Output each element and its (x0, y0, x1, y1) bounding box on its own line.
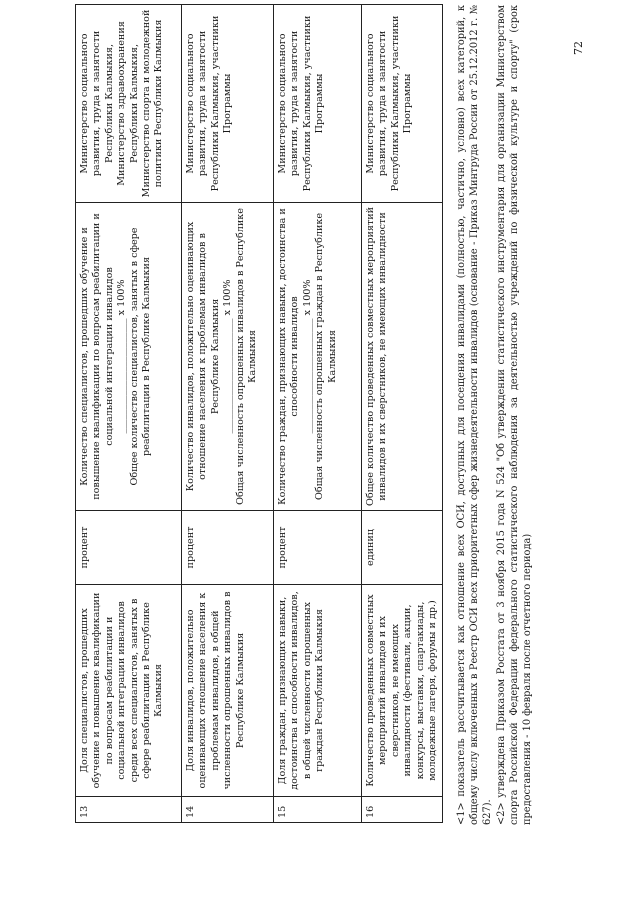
responsible-executor: Министерство социального развития, труда и занятости Республики Калмыкия, участники Программы (274, 5, 362, 203)
page-number: 72 (572, 41, 585, 55)
footnote-2: <2> утверждена Приказом Росстата от 3 ноября 2015 года N 524 "Об утверждении статистического инструментария для организации Министерством спорта Российской Федерации федерального статистического наблюдения за деятельностью учреждений по физической культуре и спорту" (срок предоставления - 10 февраля после отчетного периода) (496, 5, 533, 825)
table-row (274, 5, 362, 823)
responsible-executor: Министерство социального развития, труда и занятости Республики Калмыкия, участники Программы (362, 5, 443, 203)
calc-formula: ________________________ х 100% (116, 279, 128, 434)
calc-numerator: Количество граждан, признающих навыки, достоинства и способности инвалидов (277, 208, 301, 505)
calc-formula: ________________________ х 100% (301, 279, 313, 434)
footnotes (455, 5, 535, 825)
calc-denominator: Общее количество специалистов, занятых в сфере реабилитации в Республике Калмыкия (128, 227, 153, 486)
table-row (362, 5, 443, 823)
row-number: 16 (362, 797, 443, 823)
row-number: 15 (274, 797, 362, 823)
row-number: 14 (182, 797, 274, 823)
unit-of-measure: процент (182, 511, 274, 585)
indicators-table (75, 4, 443, 823)
responsible-executor: Министерство социального развития, труда и занятости Республики Калмыкия, Министерство здравоохранения Республики Калмыкия, Министерство спорта и молодежной политики Республики Калмыкия (76, 5, 182, 203)
calc-denominator: Общая численность опрошенных инвалидов в Республике Калмыкия (234, 208, 259, 505)
row-number: 13 (76, 797, 182, 823)
calculation-method (274, 203, 362, 511)
calc-formula: ________________________ х 100% (222, 279, 234, 434)
unit-of-measure: единиц (362, 511, 443, 585)
calc-numerator: Общее количество проведенных совместных мероприятий инвалидов и их сверстников, не имеющих инвалидности (365, 206, 389, 506)
calc-denominator: Общая численность опрошенных граждан в Республике Калмыкия (314, 212, 338, 501)
footnote-1: <1> показатель рассчитывается как отношение всех ОСИ, доступных для посещения инвалидами (полностью, частично, условно) всех категорий, к общему числу включенных в Реестр ОСИ всех приоритетных сфер жизнедеятельности инвалидов (основание - Приказ Минтруда России от 25.12.2012 г. № 627). (456, 5, 493, 825)
calculation-method (182, 203, 274, 511)
unit-of-measure: процент (76, 511, 182, 585)
unit-of-measure: процент (274, 511, 362, 585)
responsible-executor: Министерство социального развития, труда и занятости Республики Калмыкия, участники Программы (182, 5, 274, 203)
calculation-method (76, 203, 182, 511)
calc-numerator: Количество специалистов, прошедших обучение и повышение квалификации по вопросам реабилитации и социальной интеграции инвалидов (79, 213, 115, 500)
table-row (182, 5, 274, 823)
indicator-name: Доля инвалидов, положительно оценивающих отношение населения к проблемам инвалидов, в общей численности опрошенных инвалидов в Республике Калмыкия (182, 585, 274, 797)
calc-numerator: Количество инвалидов, положительно оценивающих отношение населения к проблемам инвалидов в Республике Калмыкия (185, 221, 221, 492)
indicator-name: Доля специалистов, прошедших обучение и повышение квалификации по вопросам реабилитации и социальной интеграции инвалидов среди всех специалистов, занятых в сфере реабилитации в Республике Калмыкия (76, 585, 182, 797)
indicator-name: Доля граждан, признающих навыки, достоинства и способности инвалидов, в общей численности опрошенных граждан Республики Калмыкия (274, 585, 362, 797)
table-row (76, 5, 182, 823)
indicator-name: Количество проведенных совместных мероприятий инвалидов и их сверстников, не имеющих инвалидности (фестивали, акции, конкурсы, выставки, спартакиады, молодежные лагеря, форумы и др.) (362, 585, 443, 797)
calculation-method (362, 203, 443, 511)
